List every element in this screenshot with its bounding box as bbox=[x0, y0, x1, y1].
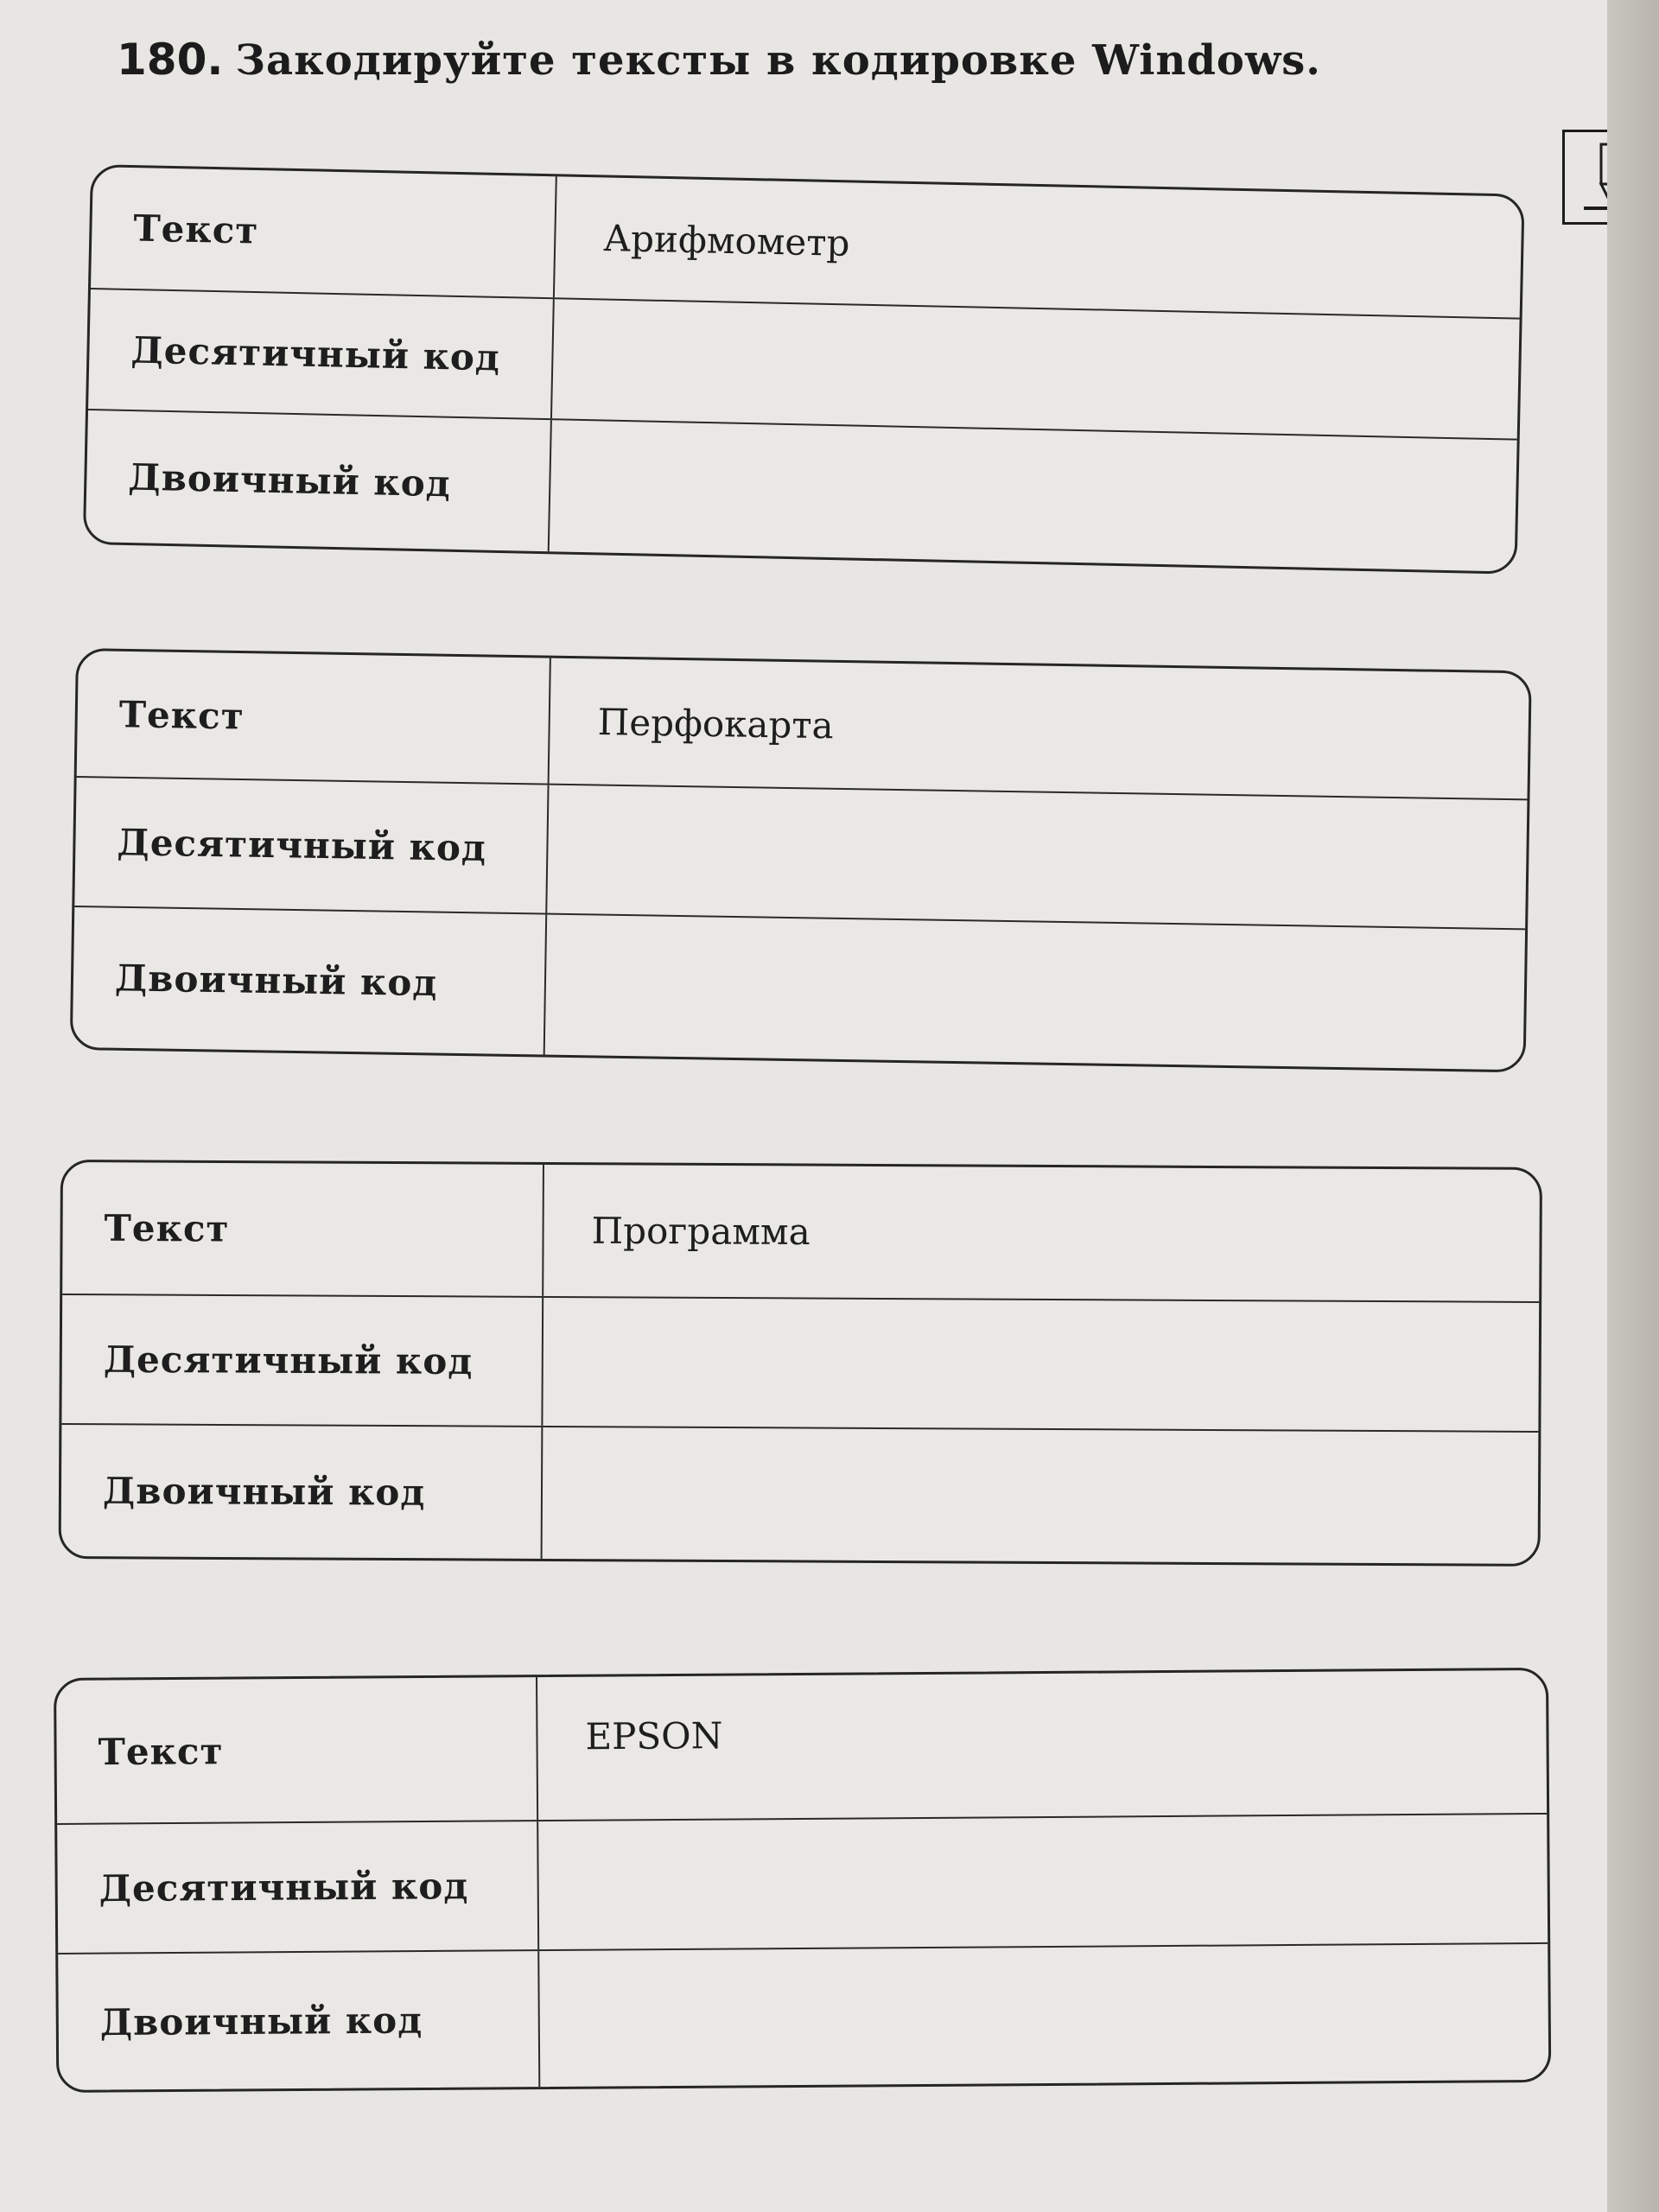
value-cell-text bbox=[548, 658, 1529, 799]
task-heading bbox=[117, 35, 1413, 85]
decimal-code-answer-field[interactable] bbox=[541, 1298, 1539, 1431]
encoding-table-1 bbox=[83, 164, 1525, 575]
table-row-text bbox=[62, 1162, 1540, 1301]
row-label-text: Текст bbox=[132, 207, 259, 252]
task-number: 180. bbox=[117, 35, 224, 85]
row-label-text: Текст bbox=[98, 1729, 224, 1773]
value-cell-text bbox=[542, 1165, 1540, 1301]
table-row-text bbox=[77, 651, 1529, 798]
row-label-text: Текст bbox=[104, 1206, 230, 1250]
pencil-icon bbox=[1562, 130, 1607, 225]
row-label-text: Текст bbox=[118, 692, 245, 738]
encoding-table-2 bbox=[70, 648, 1532, 1072]
table-row-decimal bbox=[61, 1294, 1539, 1431]
binary-code-answer-field[interactable] bbox=[537, 1944, 1548, 2087]
decimal-code-answer-field[interactable] bbox=[545, 785, 1527, 929]
table-row-binary bbox=[61, 1423, 1539, 1564]
row-label-binary: Двоичный код bbox=[127, 455, 452, 505]
source-text-value: Перфокарта bbox=[597, 700, 835, 747]
binary-code-answer-field[interactable] bbox=[541, 1427, 1539, 1564]
source-text-value: Арифмометр bbox=[602, 216, 850, 264]
decimal-code-answer-field[interactable] bbox=[537, 1815, 1548, 1949]
task-instruction: Закодируйте тексты в кодировке Windows. bbox=[235, 36, 1321, 85]
row-label-decimal: Десятичный код bbox=[130, 328, 501, 379]
encoding-table-4 bbox=[54, 1668, 1551, 2093]
table-row-binary bbox=[58, 1942, 1548, 2090]
table-row-decimal bbox=[74, 776, 1527, 928]
value-cell-text bbox=[536, 1670, 1547, 1820]
table-row-text bbox=[56, 1670, 1547, 1823]
row-label-binary: Двоичный код bbox=[114, 957, 438, 1005]
encoding-table-3 bbox=[59, 1160, 1542, 1567]
binary-code-answer-field[interactable] bbox=[548, 420, 1517, 571]
table-row-binary bbox=[73, 906, 1525, 1070]
binary-code-answer-field[interactable] bbox=[543, 915, 1525, 1071]
row-label-binary: Двоичный код bbox=[99, 1999, 423, 2044]
source-text-value: EPSON bbox=[585, 1714, 723, 1758]
decimal-code-answer-field[interactable] bbox=[550, 299, 1520, 438]
row-label-decimal: Десятичный код bbox=[99, 1865, 469, 1910]
table-row-decimal bbox=[57, 1813, 1548, 1953]
row-label-decimal: Десятичный код bbox=[103, 1338, 474, 1383]
row-label-decimal: Десятичный код bbox=[117, 821, 487, 869]
source-text-value: Программа bbox=[591, 1209, 810, 1254]
value-cell-text bbox=[553, 176, 1522, 317]
row-label-binary: Двоичный код bbox=[102, 1469, 426, 1514]
page-edge bbox=[1607, 0, 1659, 2212]
